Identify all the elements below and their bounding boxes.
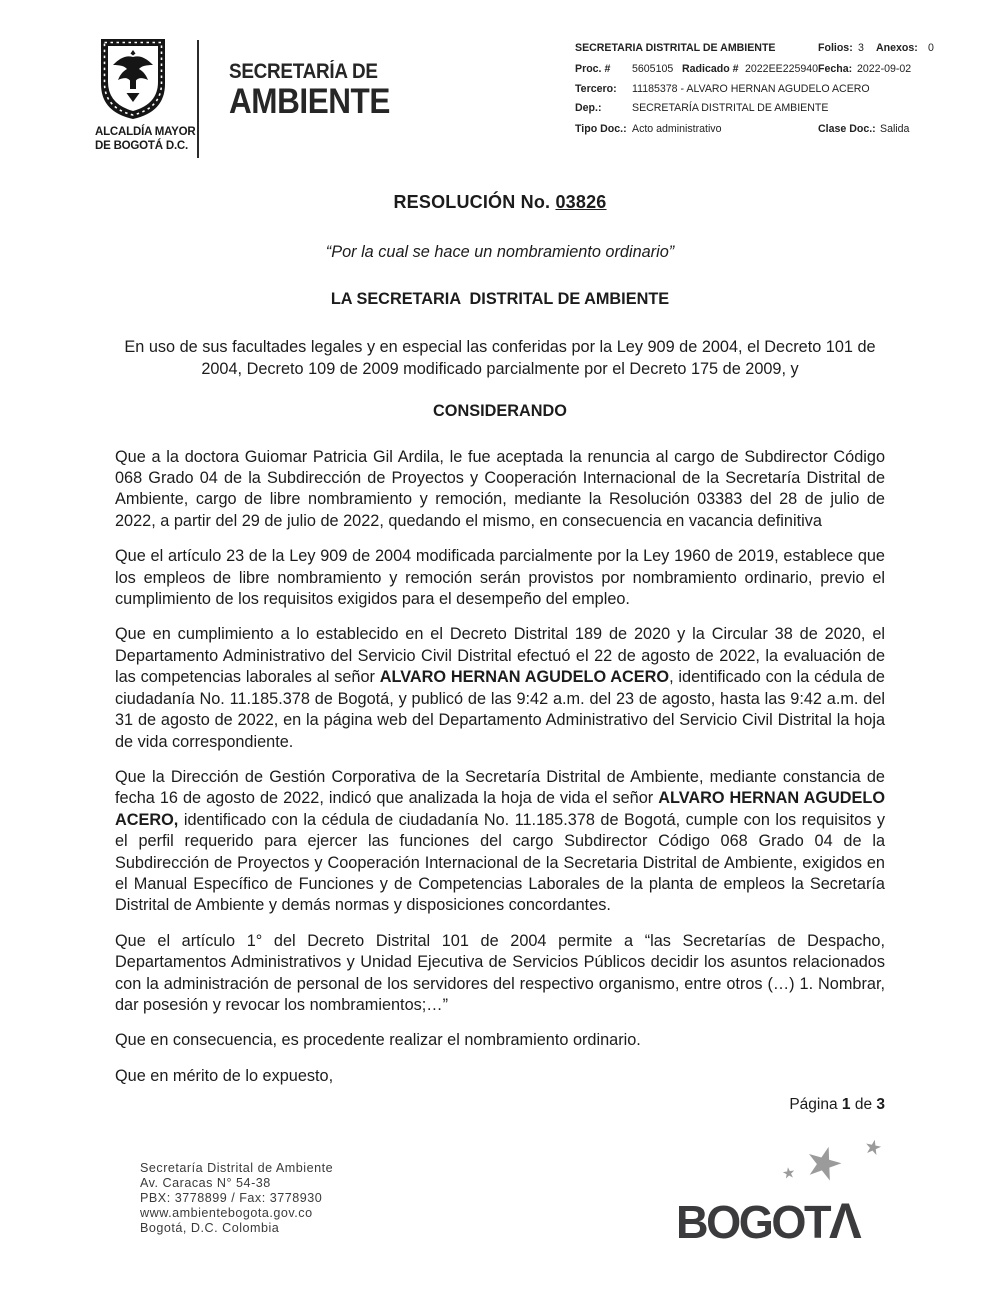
info-radicado-value: 2022EE225940: [745, 63, 819, 75]
info-clasedoc-label: Clase Doc.:: [818, 123, 876, 135]
info-anexos-label: Anexos:: [876, 42, 918, 54]
bogota-logo-text: [676, 1193, 862, 1249]
intro-paragraph: En uso de sus facultades legales y en especial las conferidas por la Ley 909 de 2004, el Decreto 101 de 2004, Decreto 109 de 2009 modificado parcialmente por el Decreto 175 de 2009, y: [124, 338, 876, 379]
info-dep-label: Dep.:: [575, 102, 602, 114]
resolution-number: 03826: [555, 192, 607, 212]
info-tipodoc-value: Acto administrativo: [632, 123, 722, 135]
paragraph: [115, 546, 885, 610]
text-segment: identificado con la cédula de ciudadanía No. 11.185.378 de Bogotá, cumple con los requisitos y el perfil requerido para ejercer las funciones del cargo Subdirector Código 068 Grado 04 de la Subdirección de Proyectos y Cooperación Internacional de la Secretaria Distrital de Ambiente, exigidos en el Manual Específico de Funciones y de Competencias Laborales de la planta de empleos la Secretaría Distrital de Ambiente y demás normas y disposiciones concordantes.: [115, 810, 885, 915]
bogota-logo-lambda: Λ: [829, 1193, 862, 1249]
secretaria-ambiente-wordmark: [229, 60, 390, 120]
paragraph: [115, 1066, 885, 1087]
info-tercero-label: Tercero:: [575, 83, 617, 95]
paragraph: [115, 1030, 885, 1051]
paragraph: [115, 931, 885, 1017]
header-divider: [197, 40, 199, 158]
paragraph: [115, 624, 885, 752]
text-segment: Que en mérito de lo expuesto,: [115, 1066, 334, 1085]
info-fecha-value: 2022-09-02: [857, 63, 912, 75]
info-org: SECRETARIA DISTRITAL DE AMBIENTE: [575, 42, 776, 54]
footer-address-line: Av. Caracas N° 54-38: [140, 1175, 271, 1190]
text-segment: de: [850, 1096, 877, 1113]
info-tercero-value: 11185378 - ALVARO HERNAN AGUDELO ACERO: [632, 83, 870, 95]
info-radicado-label: Radicado #: [682, 63, 739, 75]
star-icon: ★: [798, 1134, 850, 1193]
bogota-logo: [676, 1134, 894, 1249]
text-segment: Que en consecuencia, es procedente realizar el nombramiento ordinario.: [115, 1031, 641, 1050]
text-segment: ALVARO HERNAN AGUDELO ACERO,: [115, 789, 886, 829]
info-proc-label: Proc. #: [575, 63, 611, 75]
text-segment: 3: [876, 1096, 885, 1113]
alcaldia-label-line2: DE BOGOTÁ D.C.: [95, 139, 189, 152]
info-proc-value: 5605105: [632, 63, 674, 75]
info-tipodoc-label: Tipo Doc.:: [575, 123, 627, 135]
bogota-logo-letters: BOGOT: [676, 1196, 830, 1248]
bogota-coat-of-arms-icon: [97, 36, 169, 122]
text-segment: Que a la doctora Guiomar Patricia Gil Ardila, le fue aceptada la renuncia al cargo de Subdirector Código 068 Grado 04 de la Subdirección de Proyectos y Cooperación Internacional de la Secretaría Distrital de Ambiente, cargo de libre nombramiento y remoción, mediante la Resolución 03383 del 28 de julio de 2022, a partir del 29 de julio de 2022, quedando el mismo, en consecuencia en vacancia definitiva: [115, 447, 885, 530]
info-folios-label: Folios:: [818, 42, 853, 54]
text-segment: Página: [789, 1096, 842, 1113]
alcaldia-logo: [95, 36, 196, 153]
alcaldia-label-line1: ALCALDÍA MAYOR: [95, 126, 196, 138]
resolution-title-prefix: RESOLUCIÓN No.: [393, 192, 556, 212]
resolution-title: [115, 192, 885, 213]
considerando-heading: CONSIDERANDO: [433, 402, 567, 421]
star-icon: ★: [861, 1135, 885, 1161]
footer-address-line: PBX: 3778899 / Fax: 3778930: [140, 1190, 323, 1205]
info-anexos-value: 0: [928, 42, 934, 54]
filing-info-box: [575, 42, 940, 142]
footer-address-block: [140, 1161, 333, 1236]
info-fecha-label: Fecha:: [818, 63, 853, 75]
text-segment: , identificado con la cédula de ciudadanía No. 11.185.378 de Bogotá, y publicó de las 9:42 a.m. del 23 de agosto, hasta las 9:42 a.m. del 31 de agosto de 2022, en la página web del Departamento Administrativo del Servicio Civil Distrital la hoja de vida correspondiente.: [115, 668, 885, 751]
footer-address-line: www.ambientebogota.gov.co: [140, 1205, 313, 1220]
text-segment: ALVARO HERNAN AGUDELO ACERO: [379, 668, 670, 687]
secretaria-wordmark-line1: SECRETARÍA DE: [229, 60, 378, 83]
footer-address-line: Secretaría Distrital de Ambiente: [140, 1161, 334, 1175]
info-clasedoc-value: Salida: [880, 123, 910, 135]
text-segment: 1: [841, 1096, 851, 1113]
info-folios-value: 3: [858, 42, 864, 54]
resolution-subtitle: “Por la cual se hace un nombramiento ordinario”: [325, 243, 675, 262]
document-body: [115, 192, 885, 1087]
info-dep-value: SECRETARÍA DISTRITAL DE AMBIENTE: [632, 102, 829, 114]
secretaria-wordmark-line2: AMBIENTE: [229, 82, 390, 121]
text-segment: Que el artículo 23 de la Ley 909 de 2004 modificada parcialmente por la Ley 1960 de 2019, establece que los empleos de libre nombramiento y remoción serán provistos por nombramiento ordinario, previo el cumplimiento de los requisitos exigidos para el desempeño del empleo.: [115, 547, 885, 609]
footer-address-line: Bogotá, D.C. Colombia: [140, 1220, 280, 1235]
page-number: [115, 1096, 885, 1114]
paragraph: [115, 447, 885, 533]
body-paragraphs: [115, 447, 885, 1088]
issuer-line: LA SECRETARIA DISTRITAL DE AMBIENTE: [330, 289, 670, 308]
star-icon: ★: [780, 1164, 797, 1183]
paragraph: [115, 767, 885, 917]
text-segment: Que el artículo 1° del Decreto Distrital 101 de 2004 permite a “las Secretarías de Despacho, Departamentos Administrativos y Unidad Ejecutiva de Servicios Públicos decidir los asuntos relacionados con la administración de personal de los servidores del respectivo organismo, entre otros (…) 1. Nombrar, dar posesión y revocar los nombramientos;…”: [115, 931, 885, 1014]
text-segment: Que la Dirección de Gestión Corporativa de la Secretaría Distrital de Ambiente, mediante constancia de fecha 16 de agosto de 2022, indicó que analizada la hoja de vida el señor: [115, 767, 885, 808]
text-segment: Que en cumplimiento a lo establecido en el Decreto Distrital 189 de 2020 y la Circular 38 de 2020, el Departamento Administrativo del Servicio Civil Distrital efectuó el 22 de agosto de 2022, la evaluación de las competencias laborales al señor: [115, 625, 885, 687]
